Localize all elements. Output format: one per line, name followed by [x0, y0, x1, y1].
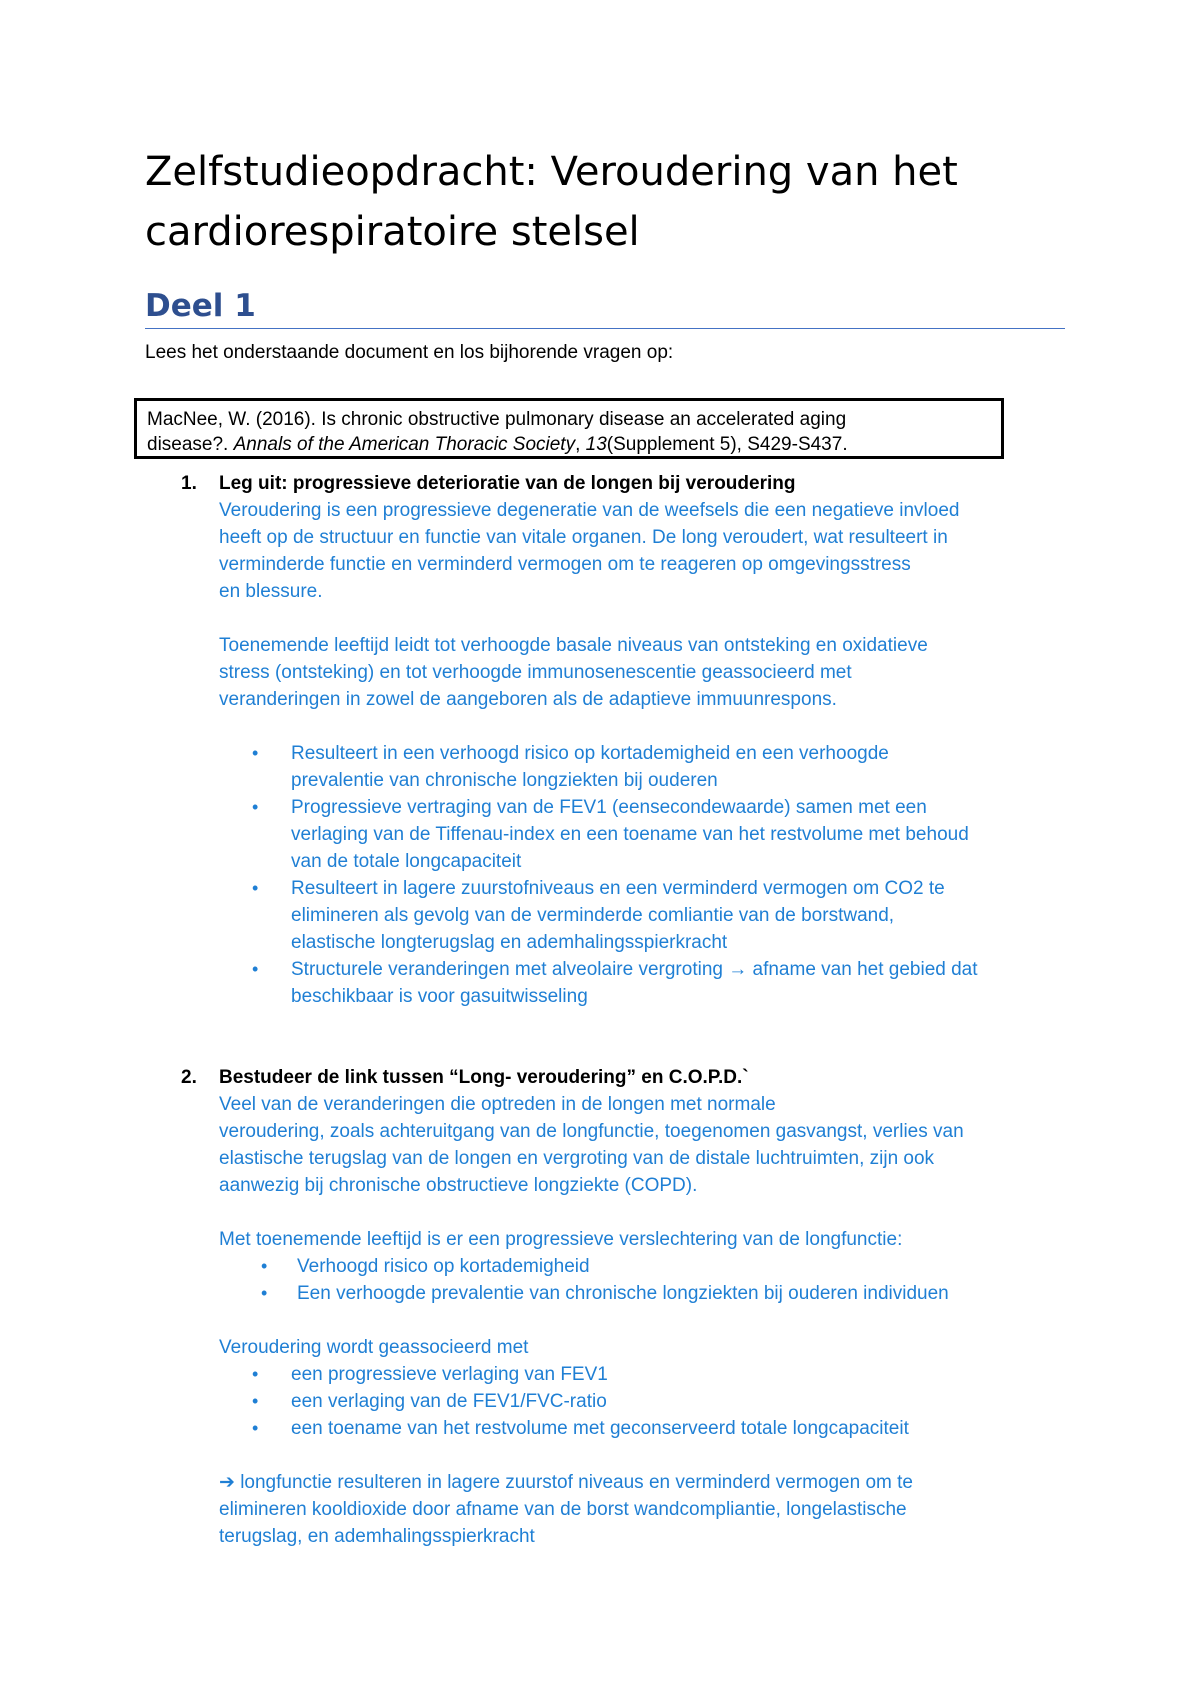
reference-volume: 13: [585, 434, 607, 455]
text-line: een progressieve verlaging van FEV1: [291, 1364, 608, 1385]
q2-bullet-list-2: [252, 1361, 1091, 1442]
q2-paragraph-2: Met toenemende leeftijd is er een progressieve verslechtering van de longfunctie:: [219, 1229, 903, 1250]
bullet-icon: •: [252, 1364, 259, 1384]
text-line: stress (ontsteking) en tot verhoogde immunosenescentie geassocieerd met: [219, 662, 852, 683]
text-line: Verhoogd risico op kortademigheid: [297, 1256, 590, 1277]
text-line: terugslag, en ademhalingsspierkracht: [219, 1526, 535, 1547]
arrow-right-icon: ➔: [219, 1472, 235, 1493]
q2-bullet-list-1: [261, 1253, 1097, 1307]
text-line: prevalentie van chronische longziekten bij ouderen: [291, 770, 718, 791]
question-2-title: Bestudeer de link tussen “Long- veroudering” en C.O.P.D.`: [219, 1067, 749, 1088]
bullet-icon: •: [261, 1283, 268, 1303]
text-line: Een verhoogde prevalentie van chronische longziekten bij ouderen individuen: [297, 1283, 949, 1304]
text-line: van de totale longcapaciteit: [291, 851, 522, 872]
text-line: verminderde functie en verminderd vermogen om te reageren op omgevingsstress: [219, 554, 911, 575]
q2-paragraph-1: [219, 1091, 1079, 1199]
list-item: [252, 794, 1091, 875]
section-heading: Deel 1: [145, 286, 1065, 329]
list-item: [252, 1388, 1091, 1415]
bullet-icon: •: [252, 878, 259, 898]
list-item: [252, 956, 1091, 1010]
text-line: beschikbaar is voor gasuitwisseling: [291, 986, 588, 1007]
list-item: [252, 1415, 1091, 1442]
list-item: [261, 1280, 1097, 1307]
text-line: veroudering, zoals achteruitgang van de longfunctie, toegenomen gasvangst, verlies van: [219, 1121, 964, 1142]
text-line: Resulteert in een verhoogd risico op kortademigheid en een verhoogde: [291, 743, 889, 764]
text-line: Toenemende leeftijd leidt tot verhoogde basale niveaus van ontsteking en oxidatieve: [219, 635, 928, 656]
q2-conclusion: [219, 1469, 1079, 1550]
text-line: Veel van de veranderingen die optreden in de longen met normale: [219, 1094, 776, 1115]
text-line: veranderingen in zowel de aangeboren als de adaptieve immuunrespons.: [219, 689, 837, 710]
reference-sep: ,: [575, 434, 586, 455]
document-title: Zelfstudieopdracht: Veroudering van het cardiorespiratoire stelsel: [145, 149, 958, 255]
bullet-icon: •: [252, 797, 259, 817]
text-line: een verlaging van de FEV1/FVC-ratio: [291, 1391, 607, 1412]
text-line: Structurele veranderingen met alveolaire vergroting → afname van het gebied dat: [291, 959, 978, 980]
reference-line-2: [147, 432, 991, 457]
text-line: elimineren kooldioxide door afname van de borst wandcompliantie, longelastische: [219, 1499, 907, 1520]
text-line: een toename van het restvolume met geconserveerd totale longcapaciteit: [291, 1418, 909, 1439]
reference-journal: Annals of the American Thoracic Society: [233, 434, 576, 455]
q1-paragraph-1: [219, 497, 1079, 605]
text-line: Veroudering is een progressieve degeneratie van de weefsels die een negatieve invloed: [219, 500, 960, 521]
text-line: longfunctie resulteren in lagere zuurstof niveaus en verminderd vermogen om te: [234, 1472, 913, 1493]
bullet-icon: •: [252, 959, 259, 979]
bullet-icon: •: [252, 743, 259, 763]
list-item: [261, 1253, 1097, 1280]
reference-box: [134, 398, 1004, 459]
list-item: [252, 1361, 1091, 1388]
text-line: elastische longterugslag en ademhalingsspierkracht: [291, 932, 728, 953]
text-line: heeft op de structuur en functie van vitale organen. De long veroudert, wat resulteert in: [219, 527, 948, 548]
reference-title-end: disease?.: [147, 434, 234, 455]
reference-line-1: MacNee, W. (2016). Is chronic obstructive pulmonary disease an accelerated aging: [147, 409, 847, 430]
q1-bullet-list: [252, 740, 1091, 1010]
text-line: elimineren als gevolg van de verminderde comliantie van de borstwand,: [291, 905, 895, 926]
text-line: aanwezig bij chronische obstructieve longziekte (COPD).: [219, 1175, 698, 1196]
text-line: en blessure.: [219, 581, 323, 602]
question-1-number: 1.: [181, 473, 197, 494]
text-line: elastische terugslag van de longen en vergroting van de distale luchtruimten, zijn ook: [219, 1148, 935, 1169]
intro-text: Lees het onderstaande document en los bijhorende vragen op:: [145, 342, 674, 363]
question-1-title: Leg uit: progressieve deterioratie van de longen bij veroudering: [219, 473, 796, 494]
text-line: verlaging van de Tiffenau-index en een toename van het restvolume met behoud: [291, 824, 969, 845]
q1-paragraph-2: [219, 632, 1079, 713]
text-line: Progressieve vertraging van de FEV1 (eensecondewaarde) samen met een: [291, 797, 927, 818]
list-item: [252, 740, 1091, 794]
question-1-answer: [219, 497, 1079, 713]
bullet-icon: •: [252, 1418, 259, 1438]
text-line: Resulteert in lagere zuurstofniveaus en een verminderd vermogen om CO2 te: [291, 878, 945, 899]
bullet-icon: •: [261, 1256, 268, 1276]
question-2-answer: [219, 1091, 1079, 1253]
question-2-number: 2.: [181, 1067, 197, 1088]
bullet-icon: •: [252, 1391, 259, 1411]
q2-paragraph-3: Veroudering wordt geassocieerd met: [219, 1337, 529, 1358]
reference-pages: (Supplement 5), S429-S437.: [606, 434, 848, 455]
list-item: [252, 875, 1091, 956]
